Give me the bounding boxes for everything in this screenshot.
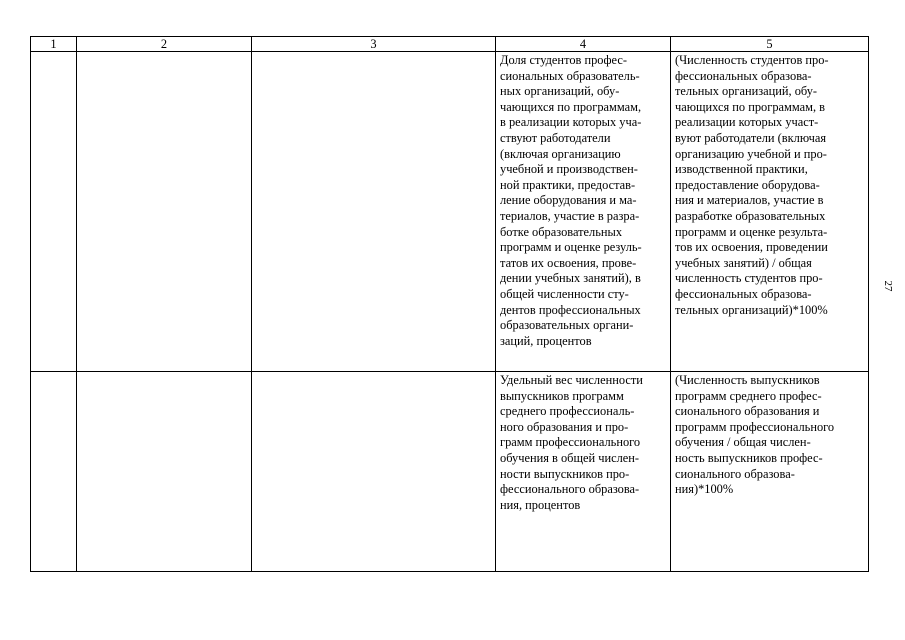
text-line: в реализации которых уча- <box>500 115 642 130</box>
text-line: программ и оценке резуль- <box>500 240 642 255</box>
text-line: териалов, участие в разра- <box>500 208 640 223</box>
text-line: фессиональных образова- <box>675 68 812 83</box>
cell-col-1 <box>31 372 77 572</box>
page-number: 27 <box>882 280 894 292</box>
text-line: вуют работодатели (включая <box>675 130 827 145</box>
table-row <box>31 52 869 372</box>
text-line: программ среднего профес- <box>675 388 822 403</box>
text-line: татов их освоения, прове- <box>500 255 637 270</box>
text-line: ботке образовательных <box>500 224 623 239</box>
text-line: (Численность выпускников <box>675 373 820 387</box>
text-line: тов их освоения, проведении <box>675 240 828 255</box>
table-header-row <box>31 37 869 52</box>
document-table <box>30 36 869 572</box>
text-line: фессионального образова- <box>500 482 640 497</box>
text-line: Удельный вес численности <box>500 373 643 387</box>
text-line: Доля студентов профес- <box>500 53 627 67</box>
cell-col-3 <box>252 372 496 572</box>
text-line: предоставление оборудова- <box>675 177 820 192</box>
text-line: тельных организаций, обу- <box>675 84 818 99</box>
text-line: общей численности сту- <box>500 286 629 301</box>
column-header-5: 5 <box>671 37 869 52</box>
text-line: ствуют работодатели <box>500 130 611 145</box>
text-line: (Численность студентов про- <box>675 53 829 67</box>
text-line: дении учебных занятий), в <box>500 271 641 286</box>
text-line: чающихся по программам, в <box>675 99 826 114</box>
text-line: фессиональных образова- <box>675 286 812 301</box>
text-line: ности выпускников про- <box>500 466 630 481</box>
text-line: ния)*100% <box>675 482 734 497</box>
text-line: ных организаций, обу- <box>500 84 620 99</box>
text-line: обучения в общей числен- <box>500 450 640 465</box>
text-line: тельных организаций)*100% <box>675 302 828 317</box>
text-line: ление оборудования и ма- <box>500 193 637 208</box>
text-line: грамм профессионального <box>500 435 641 450</box>
table-row <box>31 372 869 572</box>
indicator-cell <box>496 52 671 372</box>
text-line: ния и материалов, участие в <box>675 193 824 208</box>
cell-col-2 <box>77 52 252 372</box>
text-line: заций, процентов <box>500 333 592 348</box>
column-header-2: 2 <box>77 37 252 52</box>
text-line: сионального образова- <box>675 466 795 481</box>
text-line: организацию учебной и про- <box>675 146 827 161</box>
text-line: выпускников программ <box>500 388 624 403</box>
text-line: образовательных органи- <box>500 318 634 333</box>
text-line: разработке образовательных <box>675 208 826 223</box>
text-line: сионального образования и <box>675 404 820 419</box>
text-line: обучения / общая числен- <box>675 435 811 450</box>
text-line: изводственной практики, <box>675 162 808 177</box>
cell-col-3 <box>252 52 496 372</box>
text-line: ной практики, предостав- <box>500 177 636 192</box>
cell-col-1 <box>31 52 77 372</box>
text-line: реализации которых участ- <box>675 115 819 130</box>
text-line: программ и оценке результа- <box>675 224 828 239</box>
column-header-3: 3 <box>252 37 496 52</box>
text-line: ния, процентов <box>500 497 581 512</box>
column-header-4: 4 <box>496 37 671 52</box>
column-header-1: 1 <box>31 37 77 52</box>
text-line: среднего профессиональ- <box>500 404 635 419</box>
text-line: ность выпускников профес- <box>675 450 823 465</box>
text-line: дентов профессиональных <box>500 302 641 317</box>
formula-cell <box>671 52 869 372</box>
text-line: чающихся по программам, <box>500 99 642 114</box>
indicator-cell <box>496 372 671 572</box>
formula-cell <box>671 372 869 572</box>
text-line: учебных занятий) / общая <box>675 255 812 270</box>
text-line: ного образования и про- <box>500 419 629 434</box>
text-line: (включая организацию <box>500 146 621 161</box>
cell-col-2 <box>77 372 252 572</box>
text-line: сиональных образователь- <box>500 68 640 83</box>
text-line: численность студентов про- <box>675 271 823 286</box>
text-line: программ профессионального <box>675 419 835 434</box>
text-line: учебной и производствен- <box>500 162 638 177</box>
